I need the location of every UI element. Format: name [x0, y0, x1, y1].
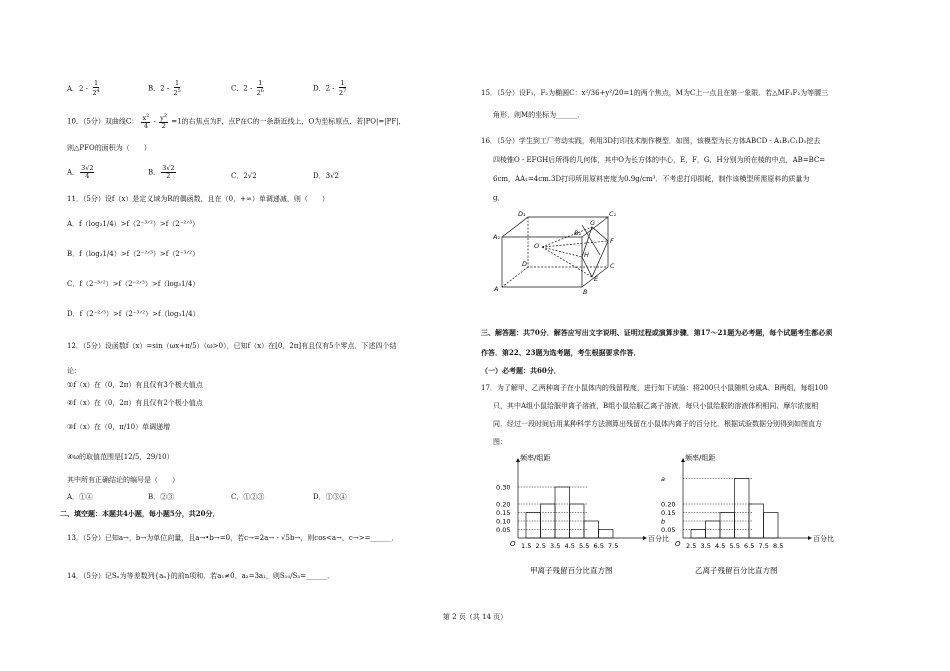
q11-option-b[interactable]: B．f（log₃1/4）>f（2⁻²ᐟ³）>f（2⁻³ᐟ²） — [67, 250, 200, 258]
q10-option-c[interactable]: C．2√2 — [231, 172, 257, 180]
x-tick-label: 5.5 — [579, 542, 590, 550]
label-h: H — [584, 251, 589, 259]
y-tick-label: 0.30 — [496, 483, 511, 492]
histogram-bar — [764, 513, 779, 539]
q9-option-c[interactable]: C．2 - $\frac{1}{2^6}$ — [231, 79, 264, 98]
y-tick-label: a — [661, 475, 665, 483]
y-tick-label: 0.15 — [496, 509, 511, 517]
y-tick-label: 0.20 — [496, 500, 511, 509]
histogram-bar — [599, 530, 614, 539]
q12-option-d[interactable]: D．①③④ — [313, 493, 347, 501]
x-tick-label: 2.5 — [535, 542, 546, 550]
label-d1: D₁ — [518, 210, 526, 218]
histogram-bar — [526, 513, 541, 539]
section-solve-heading: 三、解答题：共70分．解答应写出文字说明、证明过程或演算步骤．第17～21题为必考题，每个试题考生都必须 — [481, 328, 833, 337]
x-axis-arrow — [808, 536, 812, 540]
y-tick-label: 0.15 — [661, 509, 676, 517]
x-axis-label: 百分比 — [813, 535, 834, 543]
q12-option-a[interactable]: A．①④ — [67, 493, 94, 501]
page-footer: 第 2 页（共 14 页） — [442, 613, 508, 621]
q12-option-b[interactable]: B．②③ — [148, 493, 175, 501]
histogram-jia — [490, 452, 669, 577]
x-tick-label: 4.5 — [564, 542, 575, 550]
q11-option-d[interactable]: D．f（2⁻²ᐟ³）>f（2⁻³ᐟ²）>f（log₃1/4） — [67, 310, 200, 318]
q10-option-d[interactable]: D．3√2 — [313, 172, 339, 180]
histogram-bar — [691, 530, 706, 539]
y-tick-label: 0.05 — [661, 526, 676, 534]
y-tick-label: 0.05 — [496, 526, 511, 534]
q12-statement-1: ①f（x）在（0，2π）有且仅有3个极大值点 — [67, 381, 203, 389]
label-f: F — [610, 237, 614, 245]
chart-title: 甲离子残留百分比直方图 — [530, 566, 613, 575]
q15-stem: 15．（5分）设F₁，F₂为椭圆C：x²/36+y²/20=1的两个焦点，M为C上一点且在第一象限．若△MF₁F₂为等腰三 — [481, 89, 829, 97]
q11-stem: 11．（5分）设f（x）是定义域为R的偶函数，且在（0，+∞）单调递减，则（ ） — [67, 195, 329, 203]
x-axis-label: 百分比 — [648, 535, 669, 543]
subsection-required: （一）必考题：共60分． — [481, 366, 561, 375]
histogram-yi — [655, 452, 834, 577]
x-tick-label: 3.5 — [700, 542, 711, 550]
label-b: B — [583, 288, 588, 296]
q17-stem-line3: 同．经过一段时间后用某种科学方法测算出残留在小鼠体内离子的百分比．根据试验数据分别得到如图直方 — [493, 420, 822, 428]
x-tick-label: 1.5 — [521, 542, 532, 550]
histogram-bar — [735, 479, 750, 539]
label-a1: A₁ — [493, 233, 501, 241]
q10-stem-line2: 则△PFO的面积为（ ） — [67, 144, 151, 152]
q10-option-a[interactable]: A． $\frac{3√2}{4}$ — [67, 164, 94, 180]
q10-stem: 10．（5分）双曲线C： $\frac{x^2}{4}$ - $\frac{y^2}{2}$ =1的右焦点为F，点P在C的一条渐近线上，O为坐标原点．若|PO|=|PF|， — [67, 113, 406, 131]
q9-option-b[interactable]: B．2 - $\frac{1}{2^5}$ — [148, 79, 181, 98]
y-tick-label: b — [661, 517, 666, 526]
q10-option-b[interactable]: B． $\frac{3√2}{2}$ — [148, 164, 175, 180]
section-fill-blank-heading: 二、填空题：本题共4小题，每小题5分，共20分． — [60, 509, 220, 518]
x-tick-label: 8.5 — [773, 542, 784, 550]
x-tick-label: 2.5 — [686, 542, 697, 550]
y-tick-label: 0.10 — [496, 517, 511, 526]
origin-label: O — [675, 540, 681, 548]
label-d: D — [522, 260, 528, 268]
x-tick-label: 6.5 — [744, 542, 755, 550]
q17-stem-line2: 只，其中A组小鼠给服甲离子溶液，B组小鼠给服乙离子溶液．每只小鼠给服的溶液体积相同、摩尔浓度相 — [493, 402, 819, 410]
y-axis-label: 频率/组距 — [685, 454, 716, 462]
label-c: C — [610, 262, 615, 270]
x-tick-label: 4.5 — [715, 542, 726, 550]
q12-stem-line2: 论： — [67, 367, 81, 375]
origin-label: O — [510, 540, 516, 548]
q16-stem-line2: 四棱锥O - EFGH后所得的几何体，其中O为长方体的中心，E，F，G，H分别为所在棱的中点，AB=BC= — [493, 156, 826, 164]
q16-stem: 16．（5分）学生到工厂劳动实践，利用3D打印技术制作模型．如图，该模型为长方体ABCD - A₁B₁C₁D₁挖去 — [481, 137, 821, 145]
q9-option-d[interactable]: D．2 - $\frac{1}{2^7}$ — [313, 79, 347, 98]
cuboid-figure — [490, 205, 625, 295]
x-tick-label: 7.5 — [758, 542, 769, 550]
x-tick-label: 5.5 — [729, 542, 740, 550]
q12-statement-2: ②f（x）在（0，2π）有且仅有2个极小值点 — [67, 399, 203, 407]
q9-options — [67, 80, 102, 97]
label-b1: B₁ — [574, 229, 582, 237]
q11-option-c[interactable]: C．f（2⁻³ᐟ²）>f（2⁻²ᐟ³）>f（log₃1/4） — [67, 280, 200, 288]
label-a: A — [494, 285, 499, 293]
label-c1: C₁ — [609, 210, 617, 218]
label-g: G — [590, 219, 596, 227]
q16-stem-line3: 6cm，AA₁=4cm.3D打印所用原料密度为0.9g/cm³．不考虑打印损耗，制作该模型所需原料的质量为 — [493, 175, 810, 183]
q12-ask: 其中所有正确结论的编号是（ ） — [67, 476, 179, 484]
histogram-bar — [570, 504, 585, 538]
section-solve-heading-line2: 作答．第22、23题为选考题，考生根据要求作答． — [481, 348, 641, 357]
q13: 13．（5分）已知a→，b→为单位向量，且a→•b→=0，若c→=2a→ - √5b→，则cos<a→，c→>=______． — [67, 534, 399, 542]
x-tick-label: 3.5 — [550, 542, 561, 550]
y-tick-label: 0.20 — [661, 500, 676, 509]
label-o: O — [534, 242, 540, 250]
q9-option-a[interactable]: A．2 - $\frac{1}{2^4}$ — [67, 79, 100, 98]
x-tick-label: 6.5 — [593, 542, 604, 550]
histogram-bar — [720, 513, 735, 539]
q12-option-c[interactable]: C．①②③ — [231, 493, 265, 501]
chart-title: 乙离子残留百分比直方图 — [695, 566, 778, 575]
x-axis-arrow — [643, 536, 647, 540]
x-tick-label: 7.5 — [608, 542, 619, 550]
q12-stem: 12．（5分）设函数f（x）=sin（ωx+π/5）（ω>0），已知f（x）在[0，2π]有且仅有5个零点．下述四个结 — [67, 342, 397, 350]
y-axis-label: 频率/组距 — [520, 454, 551, 462]
q12-statement-4: ④ω的取值范围是[12/5，29/10） — [67, 453, 174, 461]
q17-stem: 17．为了解甲、乙两种离子在小鼠体内的残留程度，进行如下试验：将200只小鼠随机分成A、B两组，每组100 — [481, 384, 828, 392]
q16-stem-line4: g． — [493, 194, 505, 202]
q14: 14．（5分）记Sₙ为等差数列{aₙ}的前n项和．若a₁≠0，a₂=3a₁，则S₁₀/S₅=______． — [67, 572, 335, 580]
label-e: E — [594, 275, 599, 283]
q17-stem-line4: 图： — [493, 438, 507, 446]
q12-statement-3: ③f（x）在（0，π/10）单调递增 — [67, 423, 171, 431]
q15-stem-line2: 角形，则M的坐标为______． — [493, 111, 585, 119]
q11-option-a[interactable]: A．f（log₃1/4）>f（2⁻³ᐟ²）>f（2⁻²ᐟ³） — [67, 220, 200, 228]
